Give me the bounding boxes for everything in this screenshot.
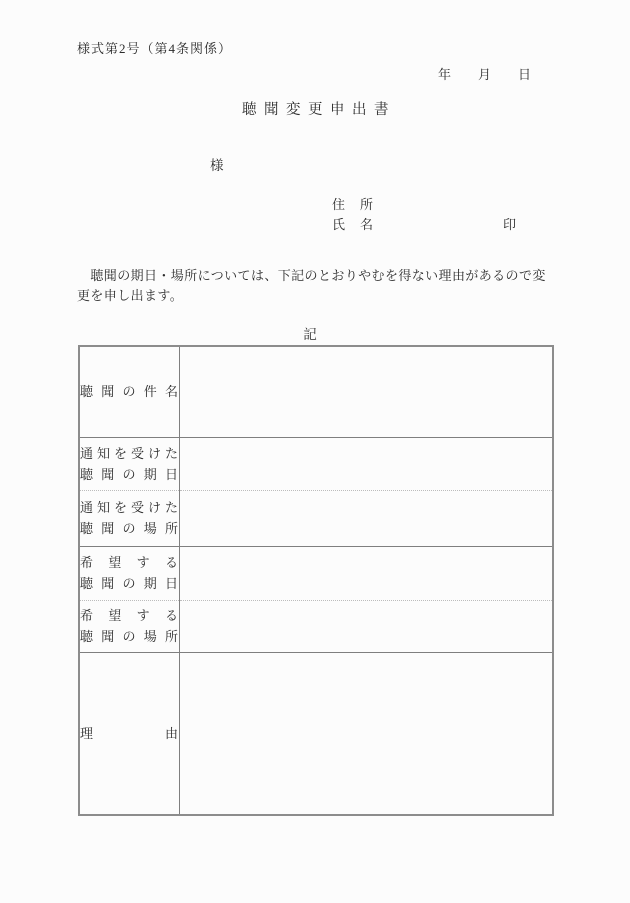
- hearing-subject-value: [179, 346, 553, 437]
- desired-place-label: 希望する 聴聞の場所: [79, 600, 179, 652]
- body-line-1: 聴聞の期日・場所については、下記のとおりやむを得ない理由があるので変: [77, 268, 546, 283]
- table-row-notified-place: [79, 490, 553, 546]
- reason-label: 理由: [79, 652, 179, 815]
- table-row-reason: [79, 652, 553, 815]
- table-row-hearing-subject: [79, 346, 553, 437]
- desired-date-label: 希望する 聴聞の期日: [79, 546, 179, 600]
- record-heading: 記: [303, 327, 317, 342]
- seal-label: 印: [503, 217, 517, 232]
- table-row-desired-date: [79, 546, 553, 600]
- name-label: 氏 名: [332, 217, 375, 232]
- notified-date-value: [179, 437, 553, 490]
- body-paragraph: [77, 266, 557, 306]
- body-line-2: 更を申し出ます。: [77, 288, 184, 303]
- address-label: 住 所: [332, 197, 375, 212]
- date-line: 年 月 日: [438, 67, 539, 82]
- recipient-suffix: 様: [210, 158, 224, 173]
- desired-date-value: [179, 546, 553, 600]
- hearing-subject-label: 聴聞の件名: [79, 346, 179, 437]
- desired-place-value: [179, 600, 553, 652]
- page-title: 聴聞変更申出書: [242, 102, 396, 118]
- notified-place-label: 通知を受けた 聴聞の場所: [79, 490, 179, 546]
- notified-place-value: [179, 490, 553, 546]
- form-number: 様式第2号（第4条関係）: [77, 41, 233, 56]
- reason-value: [179, 652, 553, 815]
- table-row-desired-place: [79, 600, 553, 652]
- notified-date-label: 通知を受けた 聴聞の期日: [79, 437, 179, 490]
- table-row-notified-date: [79, 437, 553, 490]
- form-table: [78, 345, 554, 816]
